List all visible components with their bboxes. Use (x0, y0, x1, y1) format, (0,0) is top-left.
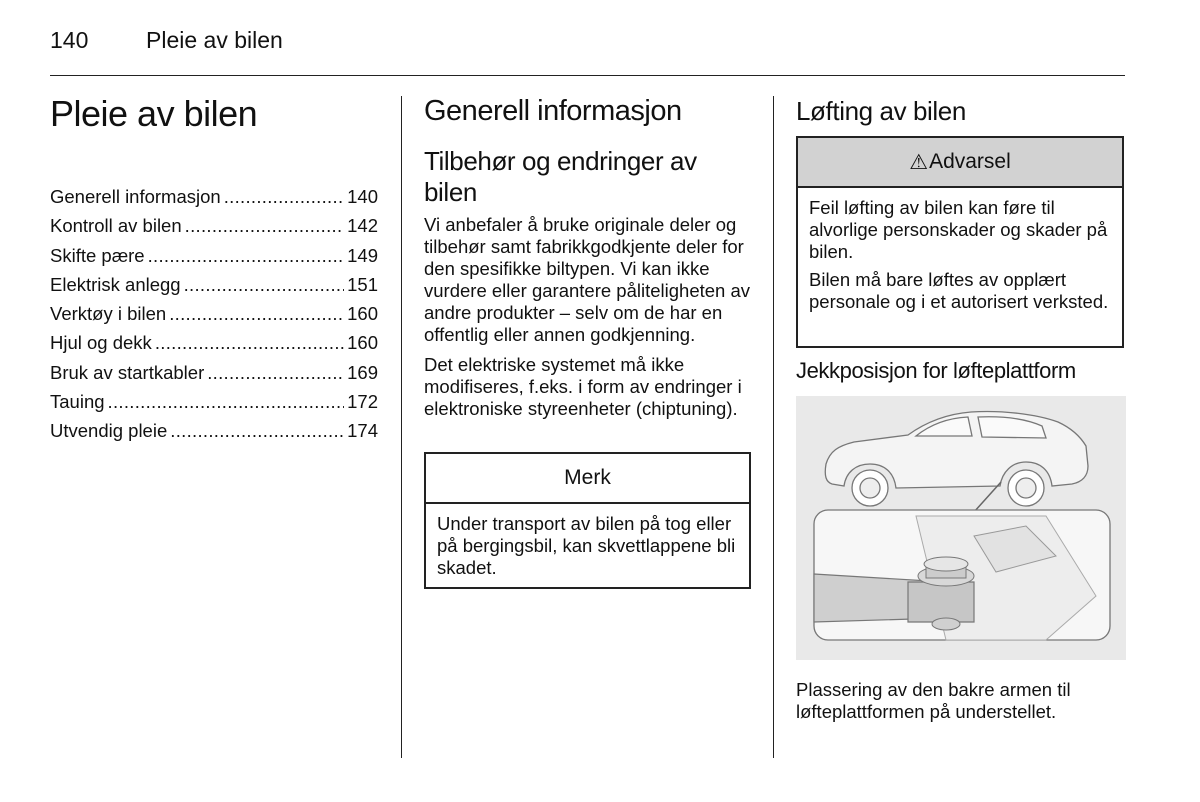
toc-leader (108, 391, 345, 413)
warning-paragraph-1: Feil løfting av bilen kan føre til alvorlige personskader og skader på bilen. (809, 197, 1108, 262)
toc-leader (184, 274, 345, 296)
toc-entry-label: Elektrisk anlegg (50, 273, 181, 295)
toc-entry[interactable] (50, 303, 378, 332)
toc-entry-label: Generell informasjon (50, 186, 221, 207)
car-side-view (825, 411, 1088, 506)
warning-heading (798, 138, 1122, 188)
column-divider-right (773, 96, 774, 758)
toc-leader (155, 332, 344, 354)
toc-entry-page: 172 (347, 391, 378, 413)
note-box (424, 452, 751, 589)
toc-entry-label: Hjul og dekk (50, 332, 152, 354)
page-number: 140 (50, 27, 89, 53)
toc-entry[interactable] (50, 391, 378, 420)
column-divider-left (401, 96, 402, 758)
toc-leader (224, 186, 344, 208)
paragraph-electrical: Det elektriske systemet må ikke modifiseres, f.eks. i form av endringer i elektroniske styreenheter (chiptuning). (424, 354, 742, 419)
warning-triangle-icon: ⚠ (909, 150, 929, 174)
running-header-title: Pleie av bilen (146, 27, 283, 53)
subsection-title-accessories: Tilbehør og endringer av bilen (424, 146, 697, 207)
note-heading: Merk (426, 454, 749, 504)
toc-entry-page: 169 (347, 361, 378, 383)
note-text: Under transport av bilen på tog eller på bergingsbil, kan skvettlappene bli skadet. (437, 513, 736, 578)
toc-entry[interactable] (50, 186, 378, 215)
paragraph-accessories: Vi anbefaler å bruke originale deler og tilbehør samt fabrikkgodkjente deler for den spesifikke biltypen. Vi kan ikke vurdere eller garantere påliteligheten av andre produkter – selv om de har en offentlig eller annen godkjenning. (424, 214, 751, 345)
toc-leader (185, 215, 344, 237)
toc-entry-label: Kontroll av bilen (50, 215, 182, 237)
header-rule (50, 75, 1125, 76)
toc-entry-page: 160 (347, 303, 378, 325)
toc-entry[interactable] (50, 362, 378, 391)
warning-label: Advarsel (929, 150, 1011, 173)
subsection-title-jack-position: Jekkposisjon for løfteplattform (796, 358, 1076, 383)
toc-entry[interactable] (50, 274, 378, 303)
toc-leader (207, 362, 344, 384)
toc-entry-label: Skifte pære (50, 244, 145, 266)
chapter-title: Pleie av bilen (50, 93, 258, 134)
toc-entry-page: 149 (347, 244, 378, 266)
toc-entry-page: 140 (347, 186, 378, 207)
toc-entry-label: Tauing (50, 391, 105, 413)
zoom-inset (814, 510, 1110, 640)
toc-leader (169, 303, 344, 325)
figure-caption: Plassering av den bakre armen til løfteplattformen på understellet. (796, 679, 1071, 722)
toc-entry-page: 151 (347, 273, 378, 295)
toc-entry[interactable] (50, 245, 378, 274)
toc-entry[interactable] (50, 420, 378, 449)
toc-entry-page: 160 (347, 332, 378, 354)
toc-entry[interactable] (50, 215, 378, 244)
car-lift-diagram (796, 396, 1126, 660)
lift-platform-illustration (796, 396, 1126, 660)
section-title-lifting: Løfting av bilen (796, 96, 966, 126)
section-title-general: Generell informasjon (424, 95, 682, 127)
toc-leader (170, 420, 344, 442)
toc-entry[interactable] (50, 332, 378, 361)
toc-entry-page: 142 (347, 215, 378, 237)
warning-paragraph-2: Bilen må bare løftes av opplært personale og i et autorisert verksted. (809, 269, 1109, 312)
table-of-contents (50, 186, 378, 450)
toc-entry-label: Verktøy i bilen (50, 303, 167, 325)
toc-leader (148, 245, 345, 267)
toc-entry-label: Utvendig pleie (50, 420, 168, 442)
toc-entry-page: 174 (347, 420, 378, 442)
warning-box (796, 136, 1124, 348)
toc-entry-label: Bruk av startkabler (50, 361, 205, 383)
